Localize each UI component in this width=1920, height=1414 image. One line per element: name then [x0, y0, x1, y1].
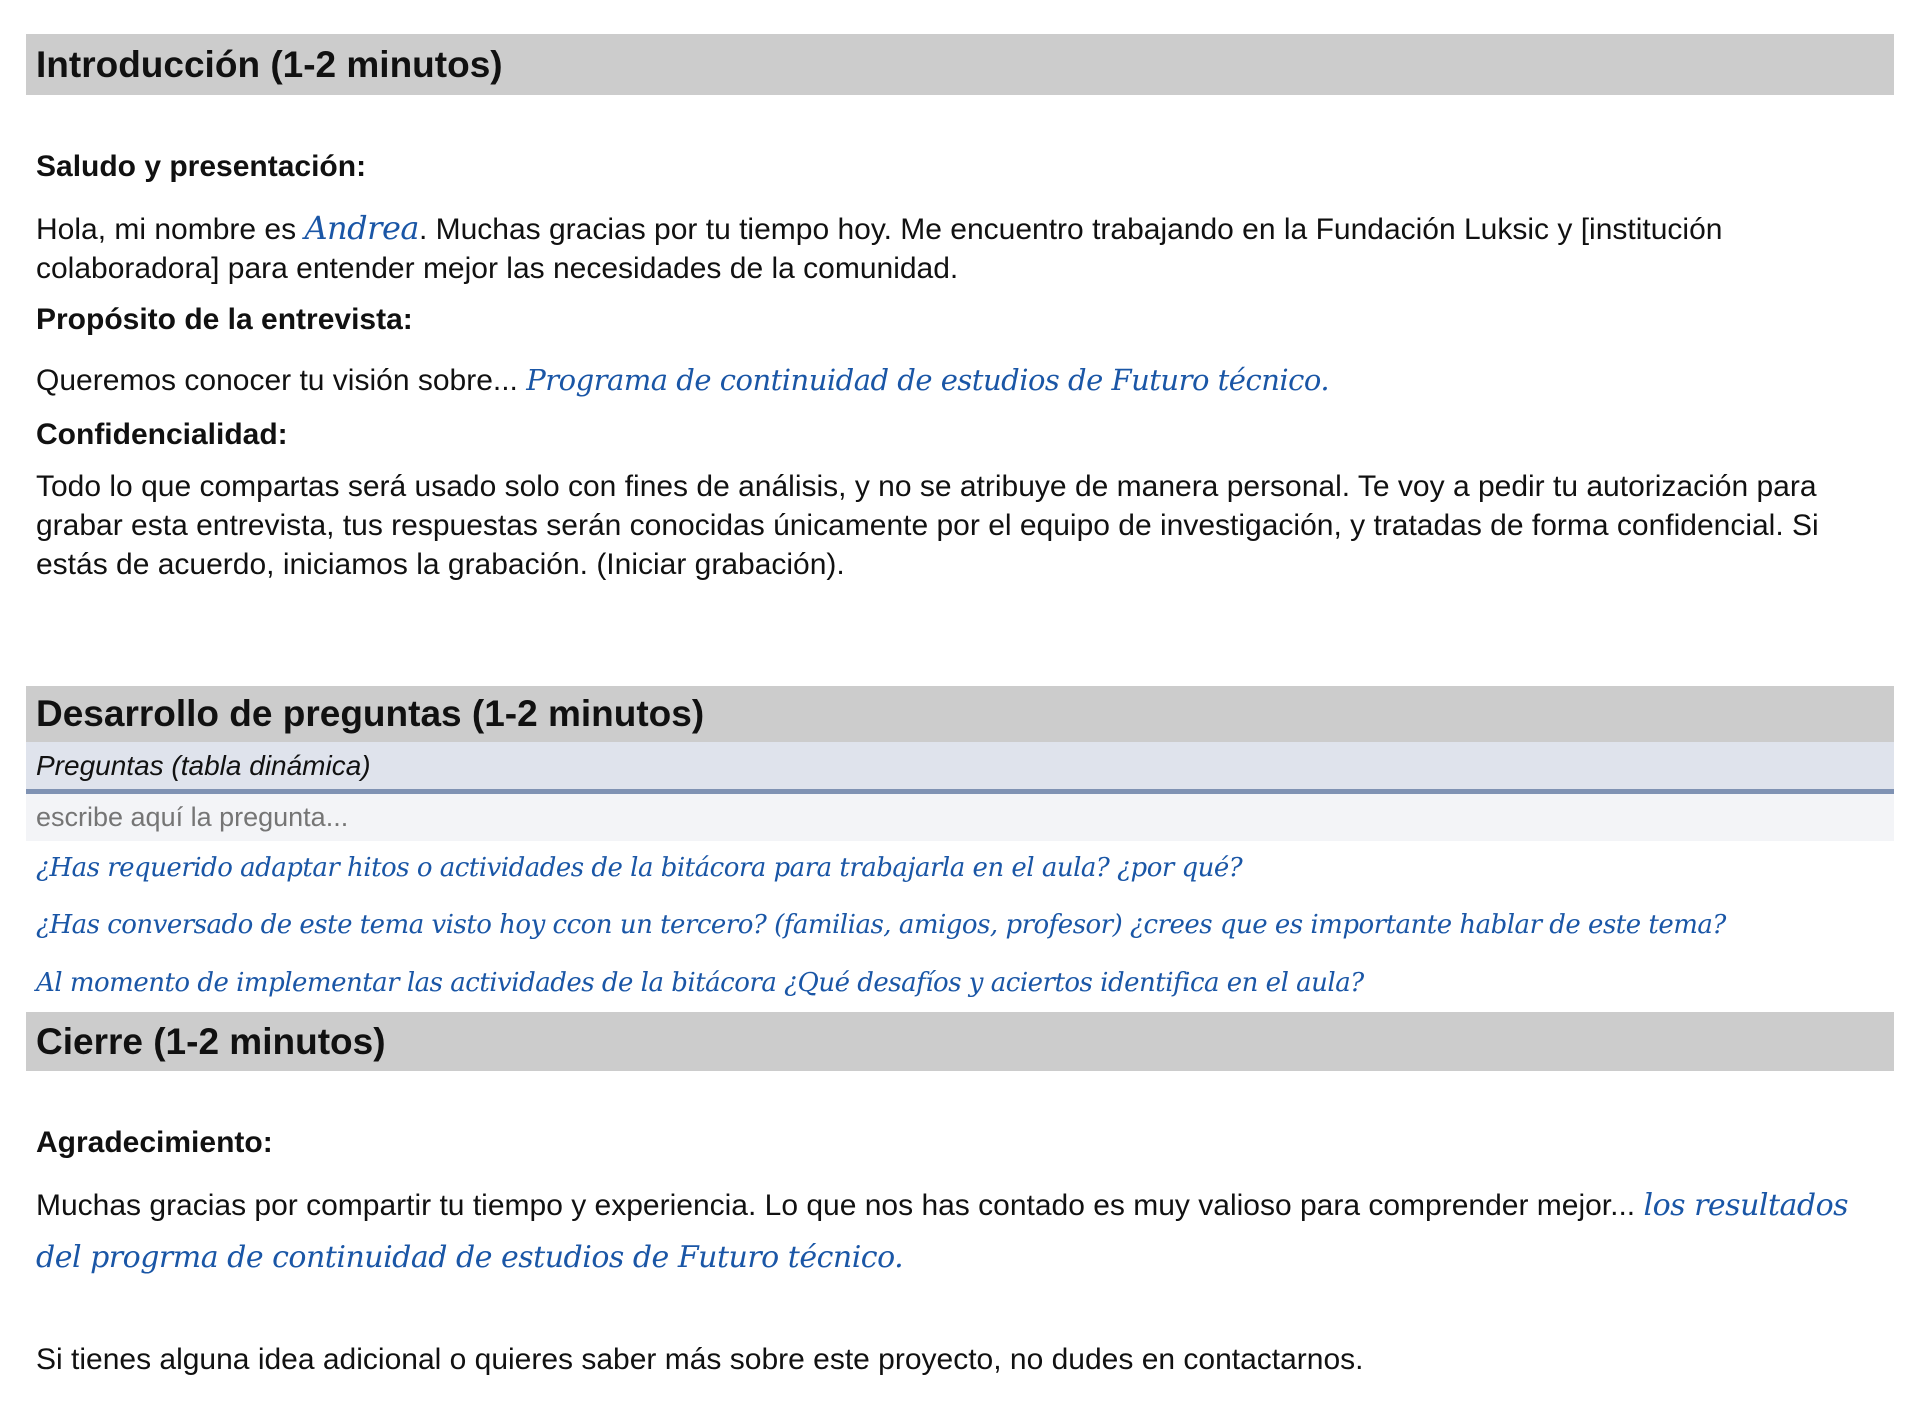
thanks-pre: Muchas gracias por compartir tu tiempo y experiencia. Lo que nos has contado es muy valioso para comprender mejor... [36, 1189, 1644, 1222]
closing-heading: Cierre (1-2 minutos) [26, 1012, 1894, 1071]
purpose-label: Propósito de la entrevista: [36, 303, 413, 336]
question-item: ¿Has requerido adaptar hitos o actividades de la bitácora para trabajarla en el aula? ¿por qué? [36, 853, 1243, 883]
question-item: ¿Has conversado de este tema visto hoy ccon un tercero? (familias, amigos, profesor) ¿crees que es importante hablar de este tema? [36, 910, 1726, 940]
thanks-text [36, 1180, 1886, 1284]
greeting-pre: Hola, mi nombre es [36, 213, 305, 246]
question-item: Al momento de implementar las actividades de la bitácora ¿Qué desafíos y aciertos identifica en el aula? [36, 968, 1364, 998]
thanks-value: los resultados del progrma de continuidad de estudios de Futuro técnico. [36, 1188, 1849, 1275]
interviewer-name: Andrea [304, 209, 419, 247]
greeting-post: . Muchas gracias por tu tiempo hoy. Me encuentro trabajando en la Fundación Luksic y [institución colaboradora] para entender mejor las necesidades de la comunidad. [36, 213, 1723, 285]
question-input[interactable] [26, 794, 1894, 841]
intro-heading: Introducción (1-2 minutos) [26, 34, 1894, 95]
purpose-text [36, 361, 1886, 400]
questions-heading: Desarrollo de preguntas (1-2 minutos) [26, 686, 1894, 742]
purpose-value: Programa de continuidad de estudios de Futuro técnico. [526, 363, 1330, 397]
confidentiality-text: Todo lo que compartas será usado solo con fines de análisis, y no se atribuye de manera personal. Te voy a pedir tu autorización para grabar esta entrevista, tus respuestas serán conocidas únicamente por el equipo de investigación, y tratadas de forma confidencial. Si estás de acuerdo, iniciamos la grabación. (Iniciar grabación). [36, 470, 1819, 581]
questions-table-header: Preguntas (tabla dinámica) [26, 742, 1894, 789]
contact-text: Si tienes alguna idea adicional o quieres saber más sobre este proyecto, no dudes en contactarnos. [36, 1343, 1364, 1376]
confidentiality-label: Confidencialidad: [36, 418, 288, 451]
thanks-label: Agradecimiento: [36, 1126, 273, 1159]
purpose-pre: Queremos conocer tu visión sobre... [36, 364, 527, 397]
greeting-label: Saludo y presentación: [36, 150, 367, 183]
greeting-text [36, 209, 1886, 288]
